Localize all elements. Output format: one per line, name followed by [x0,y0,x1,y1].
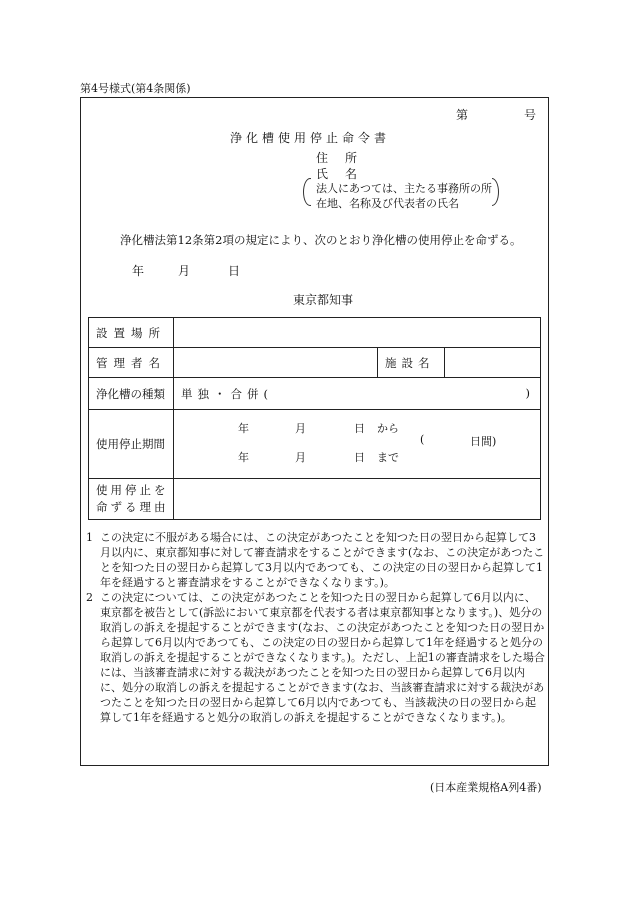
manager-label: 管理者名 [89,348,174,378]
facility-label: 施設名 [378,348,445,378]
period-days: 日間) [470,435,497,448]
note-number: 2 [86,591,93,604]
period-days-open: ( [420,433,425,446]
type-field[interactable] [174,378,541,410]
type-options: 単独・合併( [181,386,273,401]
note-number: 1 [86,531,93,544]
period-field[interactable] [174,410,541,479]
location-field[interactable] [174,318,541,348]
manager-field[interactable] [174,348,378,378]
period-to-year: 年 [238,451,249,464]
facility-field[interactable] [445,348,541,378]
note-item [86,590,546,725]
document-number-prefix: 第 [456,108,469,122]
period-from-month: 月 [295,422,306,435]
left-bracket [303,178,311,208]
date-year: 年 [132,264,145,278]
paper-standard: (日本産業規格A列4番) [430,781,542,794]
type-close-paren: ) [525,385,530,400]
period-from-day: 日 [354,422,365,435]
address-label: 住所 [316,151,375,165]
period-to-day: 日 [354,451,365,464]
details-table [88,317,541,520]
type-label: 浄化槽の種類 [89,378,174,410]
date-month: 月 [178,264,191,278]
reason-field[interactable] [174,479,541,520]
reason-label: 使用停止を命ずる理由 [89,479,174,520]
note-text: この決定については、この決定があつたことを知つた日の翌日から起算して6月以内に、東京都を被告として(訴訟において東京都を代表する者は東京都知事となります。)、処分の取消しの訴えを提起することができます(なお、この決定があつたことを知つた日の翌日から起算して6月以内であつても、この決定の日の翌日から起算して1年を経過すると処分の取消しの訴えを提起することができなくなります。)。ただし、上記1の審査請求をした場合には、当該審査請求に対する裁決があつたことを知つた日の翌日から起算して6月以内に、処分の取消しの訴えを提起することができます(なお、当該審査請求に対する裁決があつたことを知つた日の翌日から起算して6月以内であつても、当該裁決の日の翌日から起算して1年を経過すると処分の取消しの訴えを提起することができなくなります。)。 [100,591,545,724]
location-label: 設置場所 [89,318,174,348]
period-label: 使用停止期間 [89,410,174,479]
issuer-name: 東京都知事 [293,293,354,307]
date-day: 日 [228,264,241,278]
period-to-month: 月 [295,451,306,464]
period-to-text: まで [377,451,399,464]
document-number-suffix: 号 [524,108,537,122]
corporation-note: 法人にあつては、主たる事務所の所在地、名称及び代表者の氏名 [316,182,492,210]
notes-section [86,530,546,725]
order-statement: 浄化槽法第12条第2項の規定により、次のとおり浄化槽の使用停止を命ずる。 [120,233,522,247]
right-bracket [492,178,500,208]
period-from-text: から [377,422,399,435]
note-item [86,530,546,590]
note-text: この決定に不服がある場合には、この決定があつたことを知つた日の翌日から起算して3月以内に、東京都知事に対して審査請求をすることができます(なお、この決定があつたことを知つた日の翌日から起算して3月以内であつても、この決定の日の翌日から起算して1年を経過すると審査請求をすることができなくなります。)。 [100,531,545,589]
period-from-year: 年 [238,422,249,435]
document-title: 浄化槽使用停止命令書 [230,131,391,145]
form-number-label: 第4号様式(第4条関係) [80,82,191,95]
name-label: 氏名 [316,167,375,181]
